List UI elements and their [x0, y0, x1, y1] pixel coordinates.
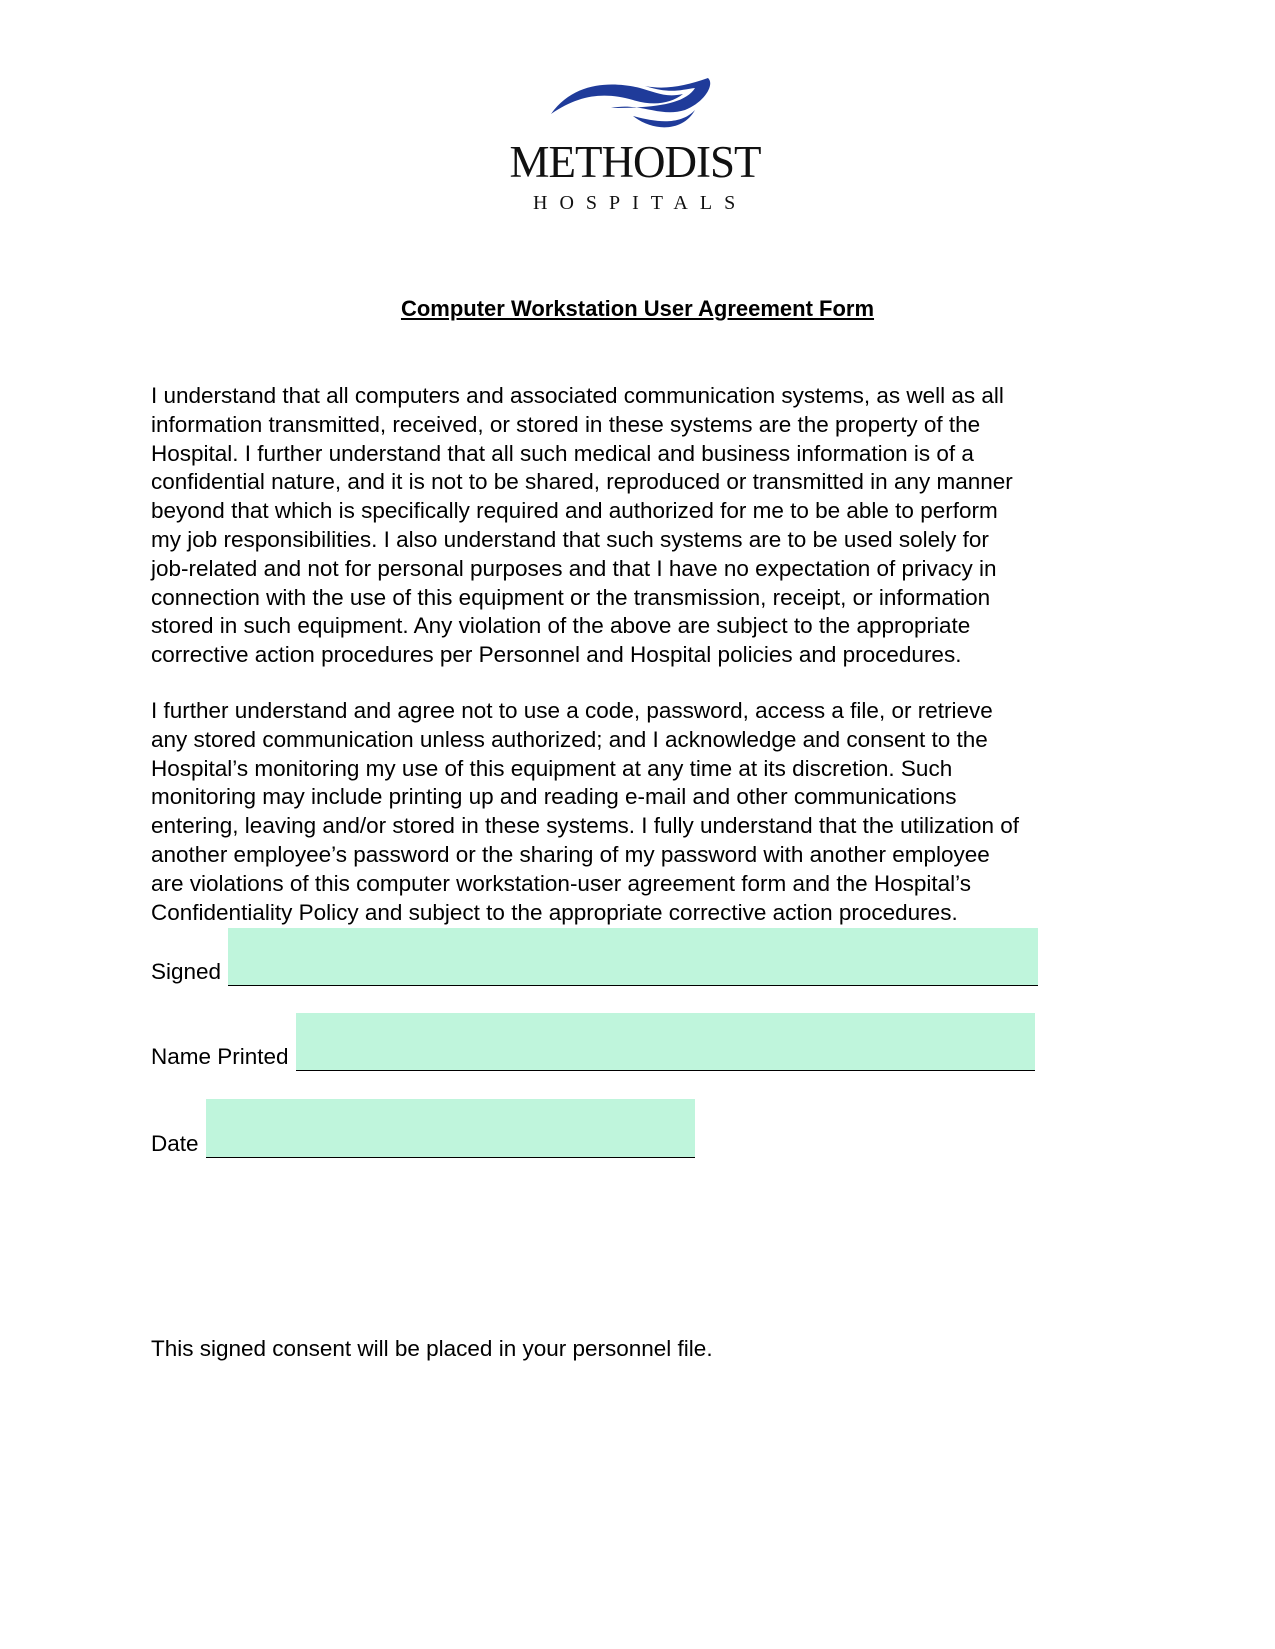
paragraph-line: confidential nature, and it is not to be shared, reproduced or transmitted in any manner: [151, 469, 1013, 495]
form-title: Computer Workstation User Agreement Form: [400, 296, 875, 321]
agreement-paragraph-1: [151, 382, 1151, 670]
logo-subtitle: HOSPITALS: [533, 192, 748, 214]
paragraph-line: monitoring may include printing up and reading e-mail and other communications: [151, 784, 957, 810]
paragraph-line: I understand that all computers and associated communication systems, as well as all: [151, 383, 1004, 408]
date-label: Date: [151, 1131, 199, 1156]
paragraph-line: Confidentiality Policy and subject to the appropriate corrective action procedures.: [151, 899, 958, 925]
signed-row: [151, 928, 1038, 986]
paragraph-line: I further understand and agree not to use a code, password, access a file, or retrieve: [151, 698, 993, 723]
name-printed-field[interactable]: [296, 1013, 1035, 1071]
paragraph-line: Hospital’s monitoring my use of this equipment at any time at its discretion. Such: [151, 755, 953, 781]
paragraph-line: corrective action procedures per Personnel and Hospital policies and procedures.: [151, 642, 962, 668]
paragraph-line: Hospital. I further understand that all such medical and business information is of a: [151, 440, 974, 466]
paragraph-line: are violations of this computer workstation-user agreement form and the Hospital’s: [151, 870, 971, 896]
paragraph-line: connection with the use of this equipment or the transmission, receipt, or information: [151, 584, 991, 610]
signed-label: Signed: [151, 959, 222, 984]
paragraph-line: stored in such equipment. Any violation of the above are subject to the appropriate: [151, 613, 971, 639]
name-printed-label: Name Printed: [151, 1044, 289, 1069]
logo-name: METHODIST: [509, 137, 761, 187]
paragraph-line: my job responsibilities. I also understand that such systems are to be used solely for: [151, 526, 989, 552]
date-row: [151, 1099, 695, 1158]
date-field[interactable]: [206, 1099, 695, 1158]
signed-field[interactable]: [228, 928, 1038, 986]
agreement-paragraph-2: [151, 697, 1151, 927]
paragraph-line: information transmitted, received, or stored in these systems are the property of the: [151, 411, 981, 437]
paragraph-line: any stored communication unless authorized; and I acknowledge and consent to the: [151, 726, 988, 752]
methodist-logo: [505, 70, 775, 215]
paragraph-line: entering, leaving and/or stored in these systems. I fully understand that the utilization of: [151, 813, 1019, 839]
paragraph-line: beyond that which is specifically required and authorized for me to be able to perform: [151, 498, 998, 524]
name-printed-row: [151, 1013, 1035, 1071]
wave-swoosh-icon: [505, 70, 775, 140]
paragraph-line: another employee’s password or the sharing of my password with another employee: [151, 841, 990, 867]
personnel-file-note: This signed consent will be placed in your personnel file.: [151, 1336, 713, 1361]
paragraph-line: job-related and not for personal purposes and that I have no expectation of privacy in: [151, 555, 997, 581]
